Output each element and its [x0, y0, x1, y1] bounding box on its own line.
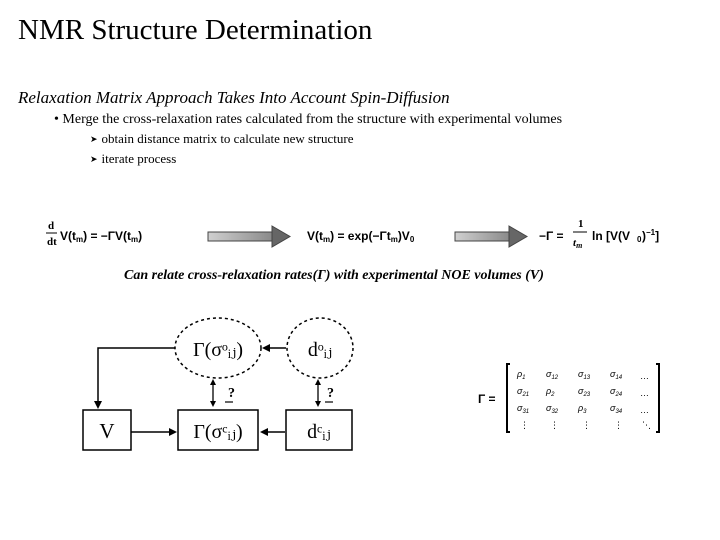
svg-text:1: 1: [578, 218, 584, 230]
svg-text:σ31: $\sigma_{31}$: [517, 403, 530, 415]
gamma-calculated-label: Γ(σᶜᵢⱼ): [193, 421, 243, 443]
svg-text:⋮: ⋮: [550, 420, 559, 430]
arrow-right-icon: [208, 226, 290, 247]
compare-question-label: ?: [327, 386, 334, 401]
svg-text:ρ1: $\rho_1$: [517, 369, 526, 381]
svg-text:ln [V(V: ln [V(V: [592, 229, 630, 243]
sub-bullet-text: iterate process: [101, 151, 177, 166]
svg-text:−Γ =: −Γ =: [539, 229, 564, 243]
svg-text:0: 0: [637, 235, 642, 244]
volume-label: V: [99, 419, 115, 443]
gamma-calculated-box: [178, 410, 258, 450]
svg-text:tm: tm: [573, 237, 583, 250]
distance-observed-node: [287, 318, 353, 378]
bullet-symbol: •: [54, 112, 59, 127]
equation-solution: [307, 229, 415, 244]
svg-text:σ34: $\sigma_{34}$: [610, 403, 623, 415]
sub-bullet-text: obtain distance matrix to calculate new structure: [101, 131, 354, 146]
gamma-observed-node: [175, 318, 261, 378]
svg-text:V(tm) = exp(−Γtm)V0: V(tm) = exp(−Γtm)V0: [307, 229, 415, 244]
distance-calculated-label: dᶜᵢⱼ: [307, 421, 331, 443]
slide-title: NMR Structure Determination: [18, 14, 373, 46]
sub-bullet-item: [90, 151, 176, 167]
arrow-left-icon: [260, 428, 285, 436]
arrowhead-icon: ➤: [90, 154, 98, 164]
sub-bullet-item: [90, 131, 354, 147]
gamma-observed-label: Γ(σᵒᵢⱼ): [193, 339, 243, 361]
equations-figure: [0, 212, 720, 262]
svg-text:σ13: $\sigma_{13}$: [578, 369, 591, 381]
bullet-item: [54, 112, 562, 128]
bullet-text: Merge the cross-relaxation rates calculated from the structure with experimental volumes: [62, 112, 563, 127]
svg-text:V(tm) = −ΓV(tm): V(tm) = −ΓV(tm): [60, 229, 143, 244]
slide-subtitle: Relaxation Matrix Approach Takes Into Account Spin-Diffusion: [18, 88, 450, 107]
arrow-loop-icon: [94, 348, 175, 409]
arrow-right-icon: [131, 428, 177, 436]
compare-double-arrow-icon: [210, 379, 216, 407]
compare-question-label: ?: [228, 386, 235, 401]
volume-box: [83, 410, 131, 450]
svg-text:σ14: $\sigma_{14}$: [610, 369, 623, 381]
svg-text:σ23: $\sigma_{23}$: [578, 386, 591, 398]
equation-inverse: [539, 218, 659, 250]
caption: Can relate cross-relaxation rates(Γ) with experimental NOE volumes (V): [124, 268, 544, 283]
arrow-left-icon: [262, 344, 286, 352]
svg-text:d: d: [48, 220, 55, 232]
svg-text:ρ2: $\rho_2$: [546, 386, 555, 398]
compare-double-arrow-icon: [315, 379, 321, 407]
svg-text:…: …: [640, 388, 649, 398]
svg-text:⋱: ⋱: [642, 420, 651, 430]
svg-text:⋮: ⋮: [520, 420, 529, 430]
svg-text:…: …: [640, 371, 649, 381]
svg-text:dt: dt: [47, 236, 57, 248]
svg-text:…: …: [640, 405, 649, 415]
svg-text:Γ =: Γ =: [478, 392, 496, 406]
arrowhead-icon: ➤: [90, 134, 98, 144]
svg-text:⋮: ⋮: [582, 420, 591, 430]
svg-text:ρ3: $\rho_3$: [578, 403, 587, 415]
svg-text:σ21: $\sigma_{21}$: [517, 386, 530, 398]
svg-text:σ32: $\sigma_{32}$: [546, 403, 559, 415]
relaxation-matrix-figure: [470, 360, 670, 440]
arrow-right-icon: [455, 226, 527, 247]
distance-observed-label: dᵒᵢⱼ: [307, 339, 333, 361]
svg-text:σ24: $\sigma_{24}$: [610, 386, 623, 398]
svg-text:)−1]: )$^{-1}$]: [642, 228, 660, 243]
svg-text:σ12: $\sigma_{12}$: [546, 369, 559, 381]
svg-text:⋮: ⋮: [614, 420, 623, 430]
distance-calculated-box: [286, 410, 352, 450]
equation-differential: [46, 220, 142, 248]
